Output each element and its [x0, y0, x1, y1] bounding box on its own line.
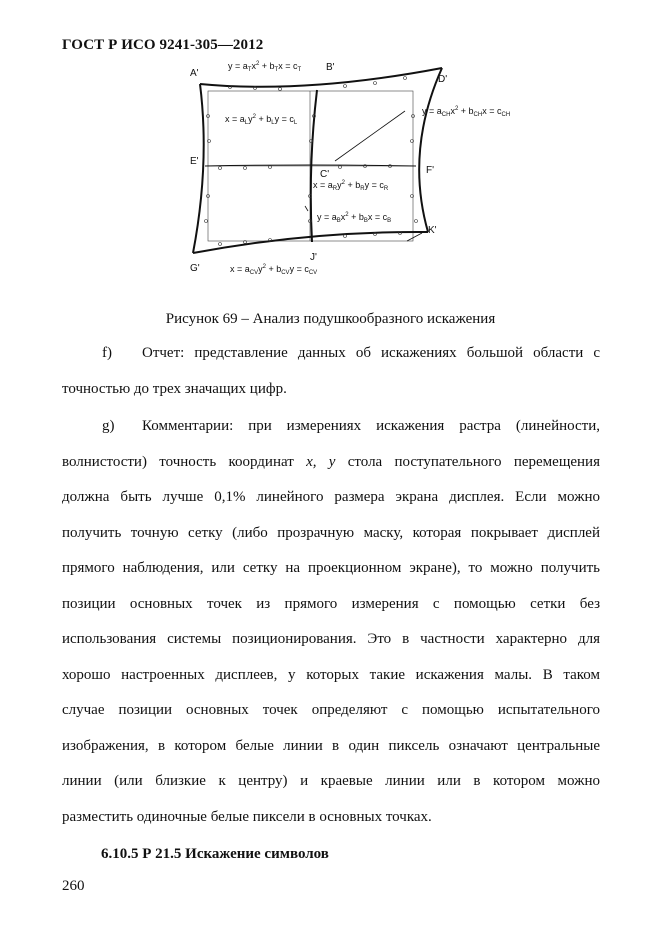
paragraph-g-line: получить точную сетку (либо прозрачную маску, которая покрывает дисплей — [62, 524, 600, 541]
item-label-g: g) — [102, 418, 115, 434]
point-j: J' — [310, 252, 317, 263]
paragraph-g-line: прямого наблюдения, или сетку на проекционном экране), то можно получить — [62, 560, 600, 576]
paragraph-g-line: изображения, в котором белые линии в один пиксель означают центральные — [62, 737, 600, 754]
paragraph-g-line: случае позиции основных точек определяют с помощью испытательного — [62, 702, 600, 718]
paragraph-g-line: должна быть лучше 0,1% линейного размера экрана дисплея. Если можно — [62, 489, 600, 505]
point-e: E' — [190, 156, 199, 167]
distorted-curves — [193, 68, 442, 253]
equation-bottom: $y = a_Bx^2 + b_Bx = c_B$ — [317, 212, 392, 224]
figure-caption: Рисунок 69 – Анализ подушкообразного искажения — [165, 311, 496, 327]
point-c: C' — [320, 169, 330, 180]
paragraph-g-line: использования системы позиционирования. Это в частности характерно для — [62, 631, 600, 647]
paragraph-g-line: линии (или близкие к центру) и краевые линии или в котором можно — [62, 773, 600, 789]
paragraph-g-line: волнистости) точность координат x, y стола поступательного перемещения — [62, 453, 600, 470]
equation-top: $y = a_Tx^2 + b_Tx = c_T$ — [228, 61, 302, 73]
paragraph-g — [62, 409, 600, 835]
paragraph-g-line: позиции основных точек из прямого измерения с помощью сетки без — [62, 595, 600, 612]
left-edge-curve — [193, 84, 204, 253]
paragraph-f-line: точностью до трех значащих цифр. — [62, 380, 287, 397]
paragraph-f — [62, 336, 600, 407]
bottom-edge-curve — [193, 232, 428, 253]
right-edge-curve — [419, 68, 442, 232]
point-a: A' — [190, 68, 199, 79]
paragraph-g-line: g) Комментарии: при измерениях искажения растра (линейности, — [62, 409, 600, 445]
equation-left: $x = a_Ly^2 + b_Ly = c_L$ — [225, 114, 298, 126]
distortion-figure — [160, 56, 511, 281]
equation-cv: $x = a_{CV}y^2 + b_{CV}y = c_{CV}$ — [230, 264, 318, 276]
paragraph-g-line: разместить одиночные белые пиксели в основных точках. — [62, 808, 432, 825]
page-number: 260 — [62, 878, 85, 894]
paragraph-g-line: хорошо настроенных дисплеев, у которых такие искажения малы. В таком — [62, 666, 600, 683]
distortion-diagram — [160, 56, 511, 281]
section-heading: 6.10.5 Р 21.5 Искажение символов — [101, 846, 329, 862]
item-label-f: f) — [102, 345, 112, 361]
point-d: D' — [438, 74, 448, 85]
leader-c-prime — [335, 111, 405, 161]
point-g: G' — [190, 263, 200, 274]
equation-ch: $y = a_{CH}x^2 + b_{CH}x = c_{CH}$ — [422, 106, 511, 118]
point-f: F' — [426, 165, 435, 176]
equation-right: $x = a_Ry^2 + b_Ry = c_R$ — [313, 180, 389, 192]
variable-xy: x, y — [306, 453, 336, 470]
document-header: ГОСТ Р ИСО 9241-305—2012 — [62, 37, 264, 53]
paragraph-f-line: f) Отчет: представление данных об искажениях большой области с — [62, 336, 600, 372]
point-b: B' — [326, 62, 335, 73]
point-k: K' — [428, 225, 437, 236]
